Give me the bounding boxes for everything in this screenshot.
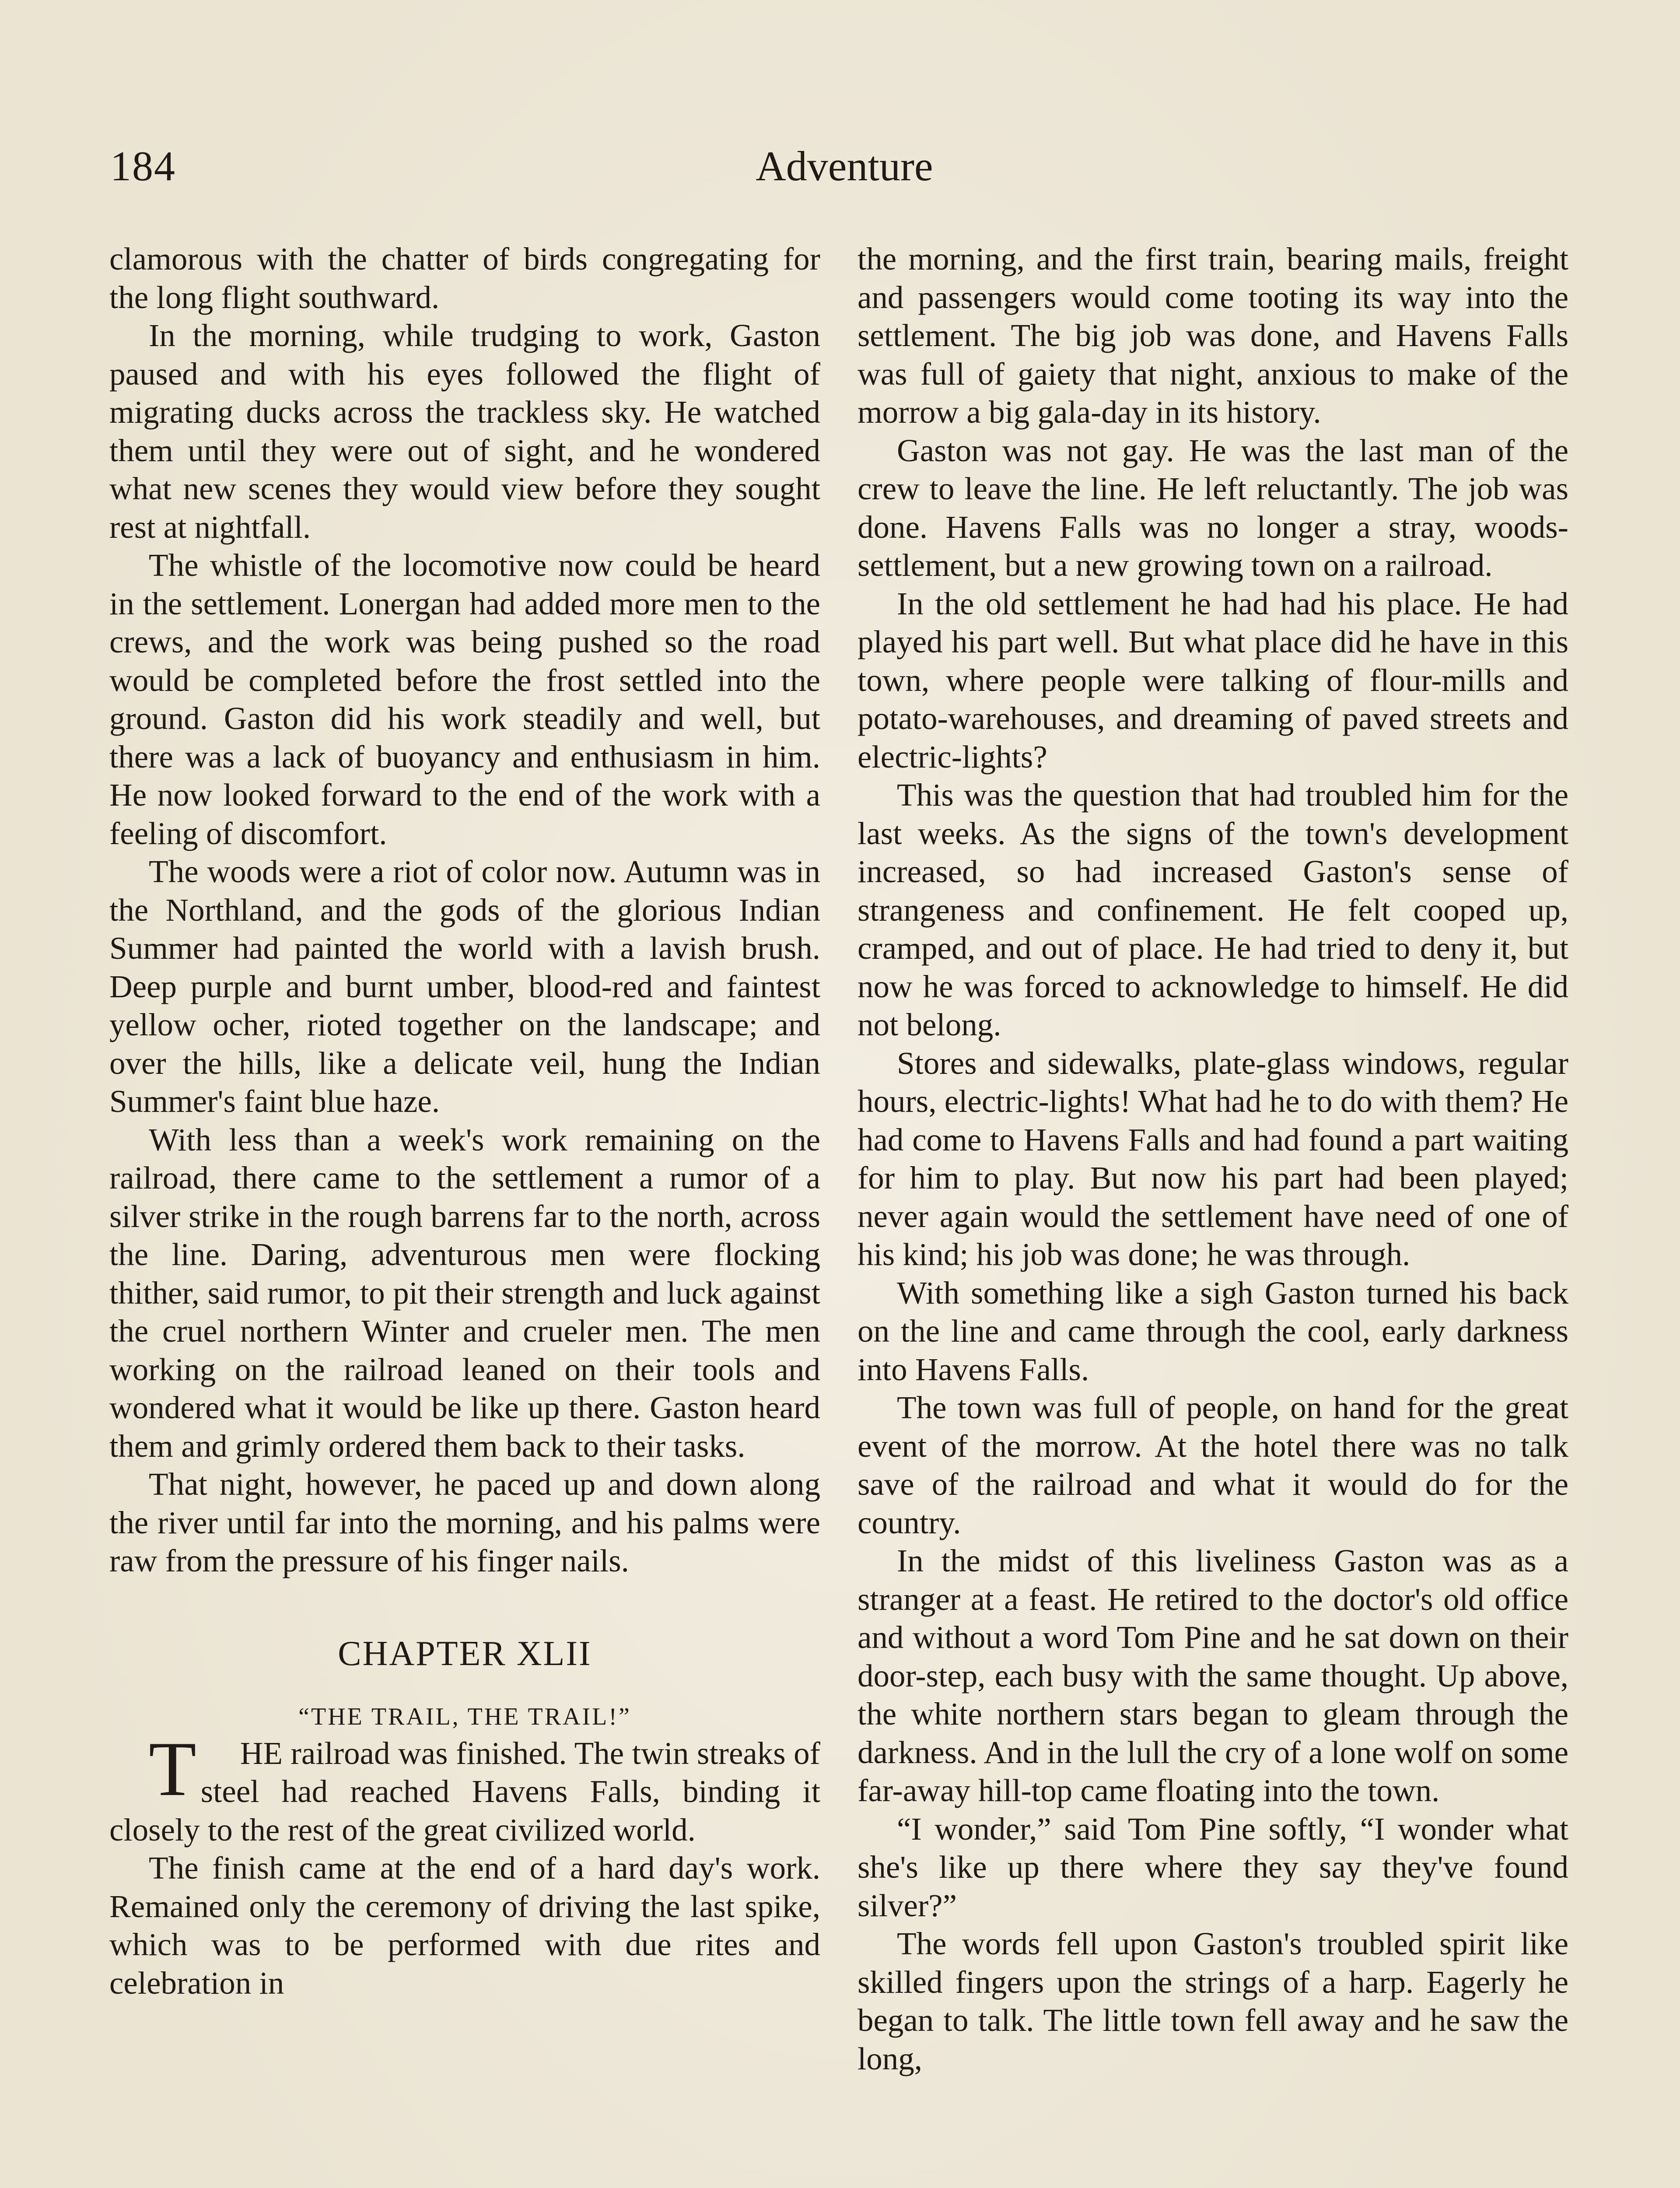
paragraph: Stores and sidewalks, plate-glass windows, regular hours, electric-lights! What had he to do with them? He had come to Havens Falls and had found a part waiting for him to play. But now his part had been played; never again would the settlement have need of one of his kind; his job was done; he was through.	[858, 1045, 1568, 1272]
paragraph: This was the question that had troubled him for the last weeks. As the signs of the town's development increased, so had increased Gaston's sense of strangeness and confinement. He felt cooped up, cramped, and out of place. He had tried to deny it, but now he was forced to acknowledge to himself. He did not belong.	[858, 777, 1568, 1042]
right-column	[858, 240, 1568, 2078]
paragraph: the morning, and the first train, bearing mails, freight and passengers would come tooting its way into the settlement. The big job was done, and Havens Falls was full of gaiety that night, anxious to make of the morrow a big gala-day in its history.	[858, 241, 1568, 430]
chapter-heading: CHAPTER XLII	[338, 1634, 592, 1673]
paragraph: The words fell upon Gaston's troubled spirit like skilled fingers upon the strings of a harp. Eagerly he began to talk. The little town fell away and he saw the long,	[858, 1926, 1568, 2076]
paragraph: “I wonder,” said Tom Pine softly, “I wonder what she's like up there where they say they've found silver?”	[858, 1811, 1568, 1923]
chapter-opening-paragraph	[109, 1725, 820, 1849]
paragraph: The whistle of the locomotive now could be heard in the settlement. Lonergan had added more men to the crews, and the work was being pushed so the road would be completed before the frost settled into the ground. Gaston did his work steadily and well, but there was a lack of buoyancy and enthusiasm in him. He now looked forward to the end of the work with a feeling of discomfort.	[109, 547, 820, 851]
chapter-subtitle: “THE TRAIL, THE TRAIL!”	[298, 1703, 631, 1730]
running-title: Adventure	[756, 143, 933, 189]
paragraph: The town was full of people, on hand for the great event of the morrow. At the hotel there was no talk save of the railroad and what it would do for the country.	[858, 1390, 1568, 1540]
paragraph: Gaston was not gay. He was the last man of the crew to leave the line. He left reluctantly. The job was done. Havens Falls was no longer a stray, woods-settlement, but a new growing town on a railroad.	[858, 432, 1568, 583]
drop-cap: T	[149, 1725, 196, 1812]
running-head	[110, 140, 1578, 193]
paragraph: The woods were a riot of color now. Autumn was in the Northland, and the gods of the glorious Indian Summer had painted the world with a lavish brush. Deep purple and burnt umber, blood-red and faintest yellow ocher, rioted together on the landscape; and over the hills, like a delicate veil, hung the Indian Summer's faint blue haze.	[109, 854, 820, 1119]
opening-text: HE railroad was finished. The twin streaks of steel had reached Havens Falls, binding it closely to the rest of the great civilized world.	[109, 1735, 820, 1848]
paragraph: With less than a week's work remaining on the railroad, there came to the settlement a rumor of a silver strike in the rough barrens far to the north, across the line. Daring, adventurous men were flocking thither, said rumor, to pit their strength and luck against the cruel northern Winter and crueler men. The men working on the railroad leaned on their tools and wondered what it would be like up there. Gaston heard them and grimly ordered them back to their tasks.	[109, 1122, 820, 1464]
paragraph: In the morning, while trudging to work, Gaston paused and with his eyes followed the flight of migrating ducks across the trackless sky. He watched them until they were out of sight, and he wondered what new scenes they would view before they sought rest at nightfall.	[109, 318, 820, 545]
paragraph: In the old settlement he had had his place. He had played his part well. But what place did he have in this town, where people were talking of flour-mills and potato-warehouses, and dreaming of paved streets and electric-lights?	[858, 586, 1568, 775]
paragraph: With something like a sigh Gaston turned his back on the line and came through the cool, early darkness into Havens Falls.	[858, 1275, 1568, 1387]
paragraph: The finish came at the end of a hard day's work. Remained only the ceremony of driving the last spike, which was to be performed with due rites and celebration in	[109, 1850, 820, 2001]
left-column	[109, 240, 820, 2002]
paragraph: In the midst of this liveliness Gaston was as a stranger at a feast. He retired to the doctor's old office and without a word Tom Pine and he sat down on their door-step, each busy with the same thought. Up above, the white northern stars began to gleam through the darkness. And in the lull the cry of a lone wolf on some far-away hill-top came floating into the town.	[858, 1543, 1568, 1808]
paragraph: That night, however, he paced up and down along the river until far into the morning, and his palms were raw from the pressure of his finger nails.	[109, 1466, 820, 1578]
page-number: 184	[110, 143, 176, 189]
paragraph: clamorous with the chatter of birds congregating for the long flight southward.	[109, 241, 820, 315]
